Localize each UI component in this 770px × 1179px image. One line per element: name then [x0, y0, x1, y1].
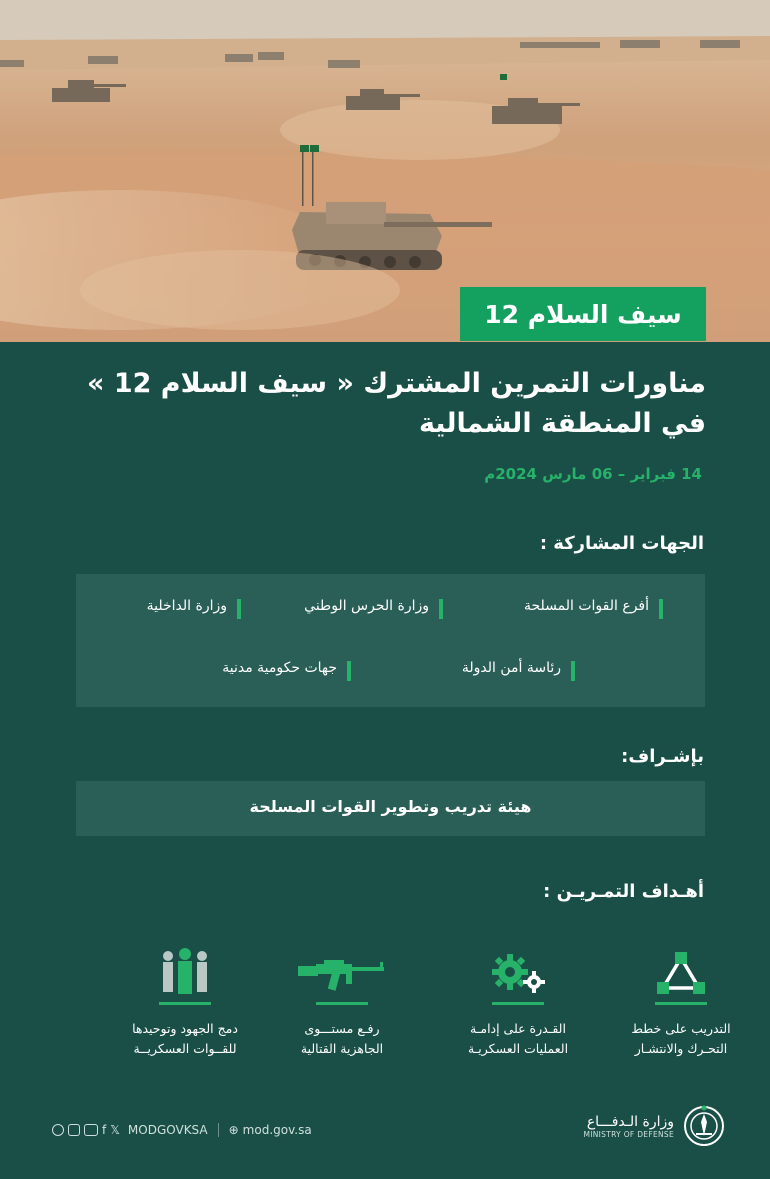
rifle-icon: [267, 940, 417, 996]
date-range: 14 فبراير – 06 مارس 2024م: [484, 465, 702, 483]
youtube-icon[interactable]: [84, 1124, 98, 1136]
ministry-logo-block: [583, 1104, 726, 1148]
exercise-title-tag: سيف السلام 12: [460, 287, 706, 341]
ministry-name: وزارة الـدفـــاع MINISTRY OF DEFENSE: [583, 1113, 674, 1139]
goal-underline: [655, 1002, 707, 1005]
supervising-body: هيئة تدريب وتطوير القوات المسلحة: [249, 797, 532, 816]
participant-item: وزارة الحرس الوطني: [304, 598, 443, 614]
headline: [66, 364, 706, 444]
x-icon[interactable]: 𝕏: [110, 1123, 120, 1137]
participants-title: الجهات المشاركة :: [539, 533, 704, 554]
participant-item: رئاسة أمن الدولة: [462, 660, 575, 676]
goal-underline: [492, 1002, 544, 1005]
globe-icon: ⊕: [228, 1123, 239, 1137]
snapchat-icon[interactable]: [52, 1124, 64, 1136]
footer-social: [52, 1123, 312, 1137]
participant-item: جهات حكومية مدنية: [222, 660, 351, 676]
participant-item: أفرع القوات المسلحة: [524, 598, 663, 614]
bullet-bar: [659, 599, 663, 619]
goal-item: التدريب على خطط التحـرك والانتشـار: [606, 940, 756, 1059]
triangle-nodes-icon: [606, 940, 756, 996]
soldiers-icon: [110, 940, 260, 996]
ministry-emblem-icon: [682, 1104, 726, 1148]
goal-underline: [316, 1002, 368, 1005]
goals-title: أهـداف التمـريـن :: [543, 881, 704, 902]
participants-panel: [76, 574, 705, 707]
headline-line-2: في المنطقة الشمالية: [418, 408, 706, 439]
bullet-bar: [571, 661, 575, 681]
goal-item: رفـع مستـــوى الجاهزية القتالية: [267, 940, 417, 1059]
footer-divider: [218, 1123, 219, 1137]
goal-underline: [159, 1002, 211, 1005]
supervision-panel: [76, 781, 705, 836]
goal-item: دمج الجهود وتوحيدها للقــوات العسكريــة: [110, 940, 260, 1059]
gears-icon: [443, 940, 593, 996]
participant-item: وزارة الداخلية: [147, 598, 241, 614]
goal-item: القـدرة على إدامـة العمليات العسكريـة: [443, 940, 593, 1059]
website-link[interactable]: mod.gov.sa: [242, 1123, 312, 1137]
facebook-icon[interactable]: f: [102, 1123, 107, 1137]
headline-line-1: مناورات التمرين المشترك « سيف السلام 12 »: [86, 368, 706, 399]
bullet-bar: [347, 661, 351, 681]
bullet-bar: [439, 599, 443, 619]
instagram-icon[interactable]: [68, 1124, 80, 1136]
supervision-title: بإشـراف:: [621, 746, 704, 767]
social-handle[interactable]: MODGOVKSA: [127, 1123, 208, 1137]
bullet-bar: [237, 599, 241, 619]
